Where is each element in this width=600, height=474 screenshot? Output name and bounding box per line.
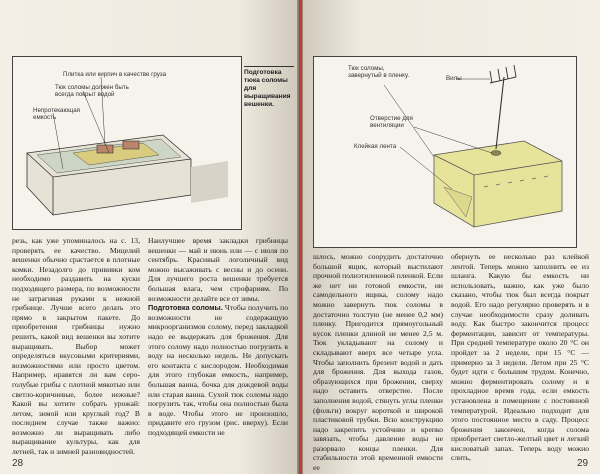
figure-caption: Подготовка тюка соломы для выращивания вешенки. bbox=[244, 66, 298, 109]
left-col-1 bbox=[12, 236, 140, 457]
bookmark-ribbon bbox=[299, 0, 302, 474]
label-straw: Тюк соломы должен быть всегда покрыт водой bbox=[55, 84, 129, 98]
left-col-2-para-2: Чтобы получить по возможности не содержащую микроорганизмов солому, перед закладкой надо ее выдержать для брожения. Для этого солому надо полностью погрузить в воду на несколько недель. Не допускать его контакта с кислородом. Необходимая для этого глубокая емкость, например, большая ванна, бочка для дождевой воды или старая ванна. Сухой тюк соломы надо погрузить так, чтобы она полностью была в воде. Чтобы этого не произошло, придавите его грузом (рис. вверху). Если подходящей емкости не bbox=[148, 303, 288, 437]
left-col-2 bbox=[148, 236, 288, 437]
label-brick: Плитка или кирпич в качестве груза bbox=[63, 71, 167, 78]
page-number-left: 28 bbox=[12, 458, 24, 469]
label-tank: Непротекающая емкость bbox=[33, 107, 81, 121]
bale-illustration bbox=[314, 57, 576, 247]
label-fork: Вилы bbox=[446, 75, 462, 82]
left-figure bbox=[12, 56, 242, 230]
brick-icon bbox=[97, 145, 113, 153]
right-col-1-text: шлось, можно соорудить достаточно большой ящик, который выстилают прочной полиэтиленовой пленкой. Если же нет ни готовой емкости, ни самодельного ящика, солому надо можно завернуть тюк соломы в достаточно толстую (не менее 0,2 мм) пленку. Пригодится прямоугольный кусок пленки длиной не менее 2,5 м. Тюк укладывают на солому и складывают вверх все четыре угла. Чтобы заполнить брезент водой и дать для брожения. Для выхода газов, образующихся при брожении, сверху надо оставить отверстие. После заполнения водой, стянуть углы пленки (фольги) вокруг короткой и широкой пластиковой трубки. Всю конструкцию надо закрепить устойчиво и крепко завязать, чтобы давление воды не разорвало концы пленки. Для стабильности этой временной емкости ее bbox=[313, 252, 443, 473]
right-col-2 bbox=[451, 252, 589, 463]
left-page bbox=[0, 0, 299, 474]
right-col-1 bbox=[313, 252, 443, 473]
left-col-2-para-1: Наилучшее время закладки грибницы вешенки — май и июнь или — с июля по сентябрь. Красивый логоличный вид можно высаживать с весны и до осени. Для лучшего роста вешенки требуется большая влага, чем строфариям. По возможности делайте все от зимы. bbox=[148, 236, 288, 303]
right-col-2-text: обернуть ее несколько раз клейкой лентой. Теперь можно заполнить ее из шланга. Какую бы емкость ни использовать, важно, как уже было сказано, чтобы тюк был всегда покрыт водой. Его надо регулярно проверять и в случае необходимости сразу доливать воду. Как быстро закончится процесс ферментации, зависит от температуры. При средней температуре около 20 °С он пройдет за 2 недели, при 15 °С — примерно за 3 недели. Летом при 25 °С будет идти с большим трудом. Конечно, можно ферментировать солому и в прохладное время года, если емкость установлена в помещении с постоянной температурой. Идеально подходит для этого постоянное место в саду. Процесс брожения закончен, когда солома приобретает светло-желтый цвет и легкий кисловатый запах. Теперь воду можно слить, bbox=[451, 252, 589, 463]
vent-hole-icon bbox=[491, 151, 501, 156]
fork-icon bbox=[496, 77, 504, 149]
tank-illustration bbox=[13, 57, 241, 229]
label-tape: Клейкая лента bbox=[354, 143, 397, 150]
section-heading: Подготовка соломы. bbox=[148, 303, 223, 313]
left-col-1-text: резь, как уже упоминалось на с. 13, проверять ее качество. Мицелий вешенки обычно срастается в плотные комки. Незадолго до прививки ком необходимо раздавить на куски подходящего размера, по возможности не затрагивая руками к нежной грибнице. Лучше всего делать это прямо в закрытом пакете. До приобретения грибницы нужно решить, какой вид вешенки вы хотите выращивать. Выбор может определяться вкусовыми критериями, возможностями или просто цветом. Например, нравятся ли вам серо-голубые грибы с плотной мякотью или светло-коричневые, более нежные? Какой вы хотите собрать урожай: летом, зимой или круглый год? В последнем случае также важно: возможно ли выращивать либо выращивание культуры, как для летней, так и зимней разновидностей. bbox=[12, 236, 140, 457]
right-page bbox=[301, 0, 600, 474]
label-hole: Отверстие для вентиляции bbox=[370, 115, 413, 129]
label-bale: Тюк соломы, завернутый в пленку. bbox=[348, 65, 410, 79]
page-number-right: 29 bbox=[577, 458, 589, 469]
right-figure bbox=[313, 56, 577, 248]
